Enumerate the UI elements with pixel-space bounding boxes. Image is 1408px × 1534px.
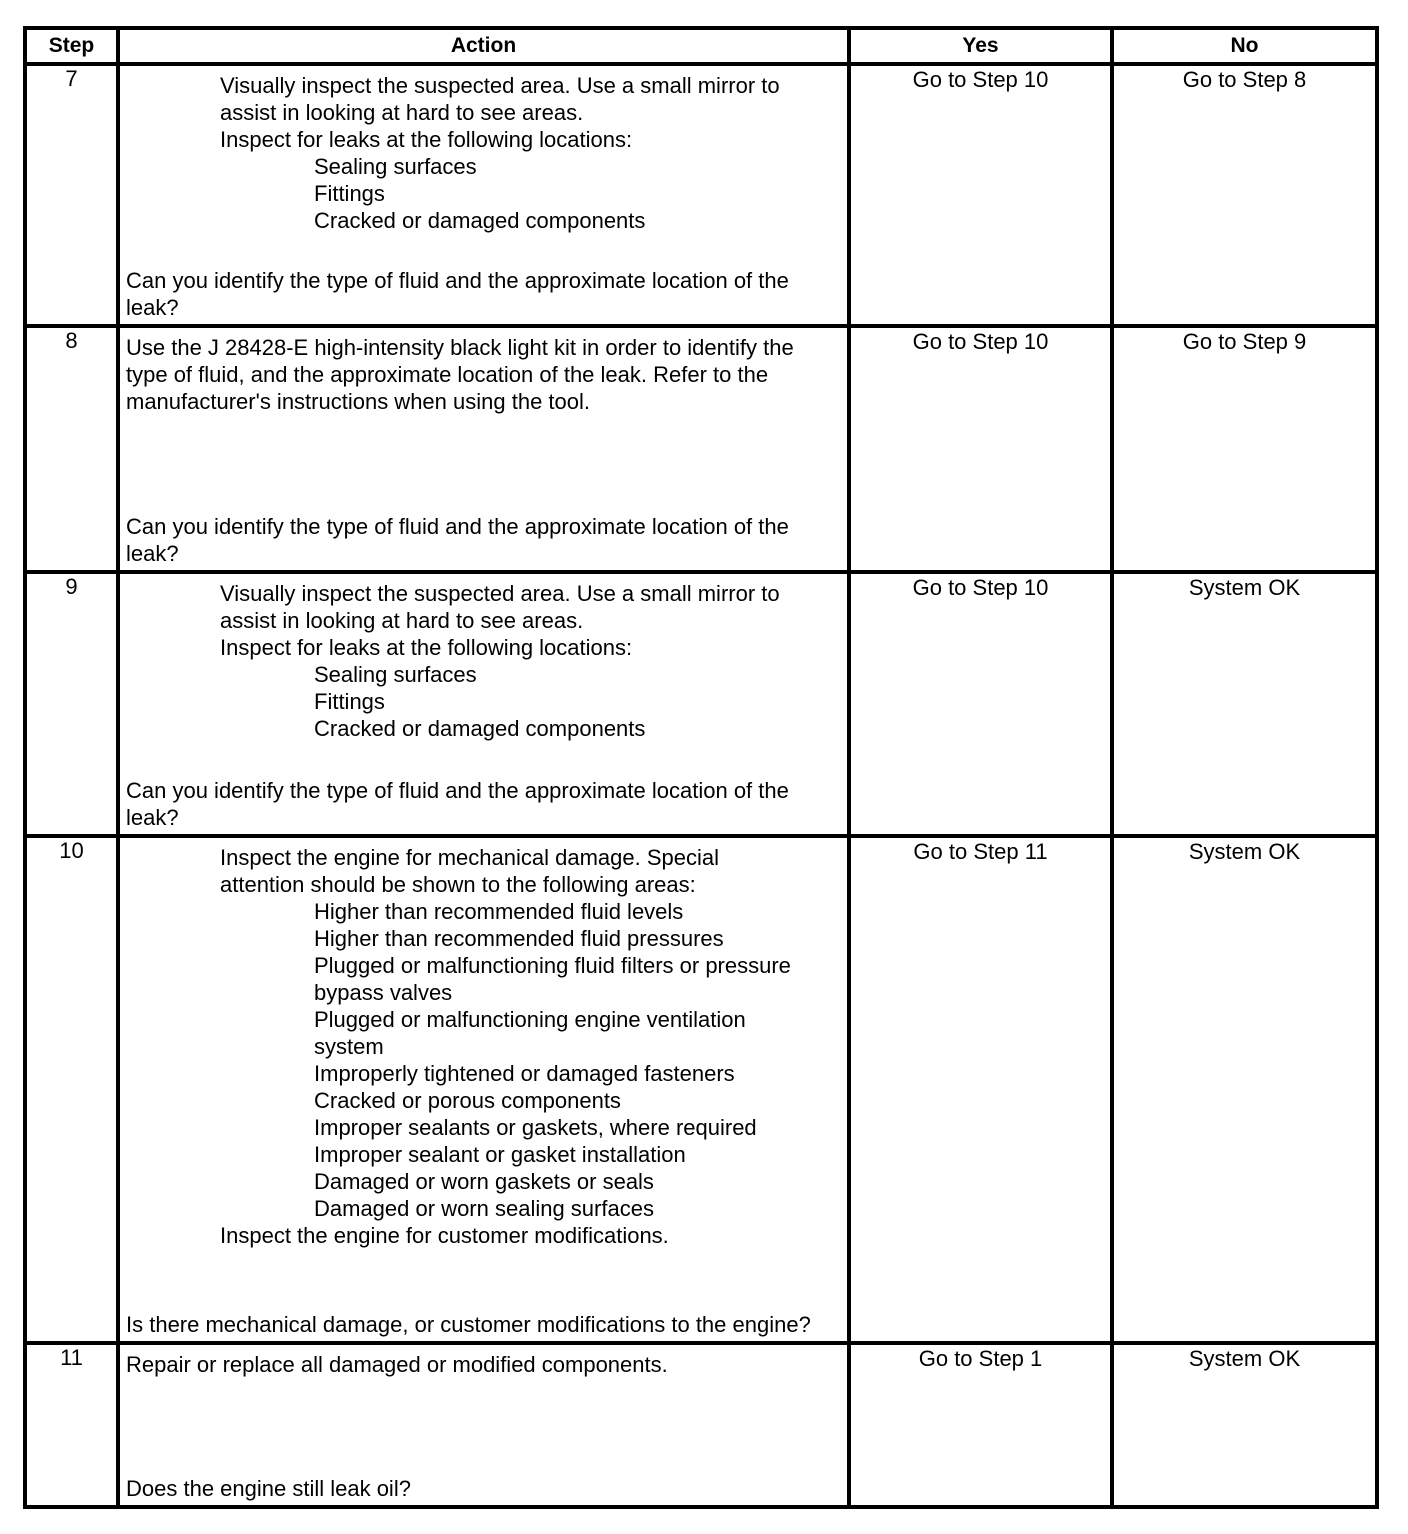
header-action: Action — [118, 28, 849, 64]
action-question: Can you identify the type of fluid and the approximate location of the leak? — [126, 514, 789, 566]
action-cell — [118, 1343, 849, 1507]
action-question: Can you identify the type of fluid and the approximate location of the leak? — [126, 778, 789, 830]
action-line: Plugged or malfunctioning fluid filters or pressure — [314, 953, 791, 978]
header-no: No — [1112, 28, 1377, 64]
action-question: Does the engine still leak oil? — [126, 1476, 411, 1501]
action-line: assist in looking at hard to see areas. — [220, 100, 584, 125]
table-row — [25, 1343, 1377, 1507]
action-line: bypass valves — [314, 980, 453, 1005]
action-line: Plugged or malfunctioning engine ventilation — [314, 1007, 746, 1032]
action-line: Fittings — [314, 181, 385, 206]
action-cell — [118, 326, 849, 572]
action-line: Improper sealant or gasket installation — [314, 1142, 686, 1167]
action-line: Damaged or worn sealing surfaces — [314, 1196, 654, 1221]
step-number: 10 — [25, 836, 118, 1343]
header-step: Step — [25, 28, 118, 64]
action-question: Is there mechanical damage, or customer modifications to the engine? — [126, 1312, 811, 1337]
yes-result: Go to Step 10 — [849, 572, 1112, 836]
yes-result: Go to Step 1 — [849, 1343, 1112, 1507]
action-line: Higher than recommended fluid levels — [314, 899, 684, 924]
step-number: 7 — [25, 64, 118, 326]
action-line: attention should be shown to the following areas: — [220, 872, 696, 897]
diagnostic-table — [23, 26, 1379, 1509]
action-line: Inspect for leaks at the following locations: — [220, 635, 633, 660]
no-result: Go to Step 9 — [1112, 326, 1377, 572]
step-number: 11 — [25, 1343, 118, 1507]
no-result: System OK — [1112, 836, 1377, 1343]
action-question: Can you identify the type of fluid and the approximate location of the leak? — [126, 268, 789, 320]
yes-result: Go to Step 10 — [849, 64, 1112, 326]
action-cell — [118, 836, 849, 1343]
action-cell — [118, 572, 849, 836]
no-result: Go to Step 8 — [1112, 64, 1377, 326]
table-row — [25, 64, 1377, 326]
action-line: Cracked or porous components — [314, 1088, 621, 1113]
action-line: Sealing surfaces — [314, 154, 477, 179]
action-line: Damaged or worn gaskets or seals — [314, 1169, 654, 1194]
action-text: Repair or replace all damaged or modified components. — [126, 1352, 668, 1377]
yes-result: Go to Step 10 — [849, 326, 1112, 572]
action-line: Inspect for leaks at the following locations: — [220, 127, 633, 152]
yes-result: Go to Step 11 — [849, 836, 1112, 1343]
action-line: Improperly tightened or damaged fasteners — [314, 1061, 735, 1086]
header-yes: Yes — [849, 28, 1112, 64]
action-line: Cracked or damaged components — [314, 208, 646, 233]
step-number: 9 — [25, 572, 118, 836]
table-row — [25, 326, 1377, 572]
action-cell — [118, 64, 849, 326]
action-line: Higher than recommended fluid pressures — [314, 926, 724, 951]
action-line: system — [314, 1034, 384, 1059]
action-line: Inspect the engine for customer modifications. — [220, 1223, 669, 1248]
action-line: Sealing surfaces — [314, 662, 477, 687]
action-line: Visually inspect the suspected area. Use a small mirror to — [220, 73, 780, 98]
action-line: assist in looking at hard to see areas. — [220, 608, 584, 633]
action-text: Use the J 28428-E high-intensity black light kit in order to identify the type of fluid, and the approximate location of the leak. Refer to the manufacturer's instructions when using the tool. — [126, 335, 794, 414]
table-row — [25, 572, 1377, 836]
table-row — [25, 836, 1377, 1343]
action-line: Improper sealants or gaskets, where required — [314, 1115, 757, 1140]
no-result: System OK — [1112, 572, 1377, 836]
action-line: Cracked or damaged components — [314, 716, 646, 741]
action-line: Fittings — [314, 689, 385, 714]
header-row — [25, 28, 1377, 64]
step-number: 8 — [25, 326, 118, 572]
action-line: Visually inspect the suspected area. Use a small mirror to — [220, 581, 780, 606]
action-line: Inspect the engine for mechanical damage. Special — [220, 845, 719, 870]
no-result: System OK — [1112, 1343, 1377, 1507]
